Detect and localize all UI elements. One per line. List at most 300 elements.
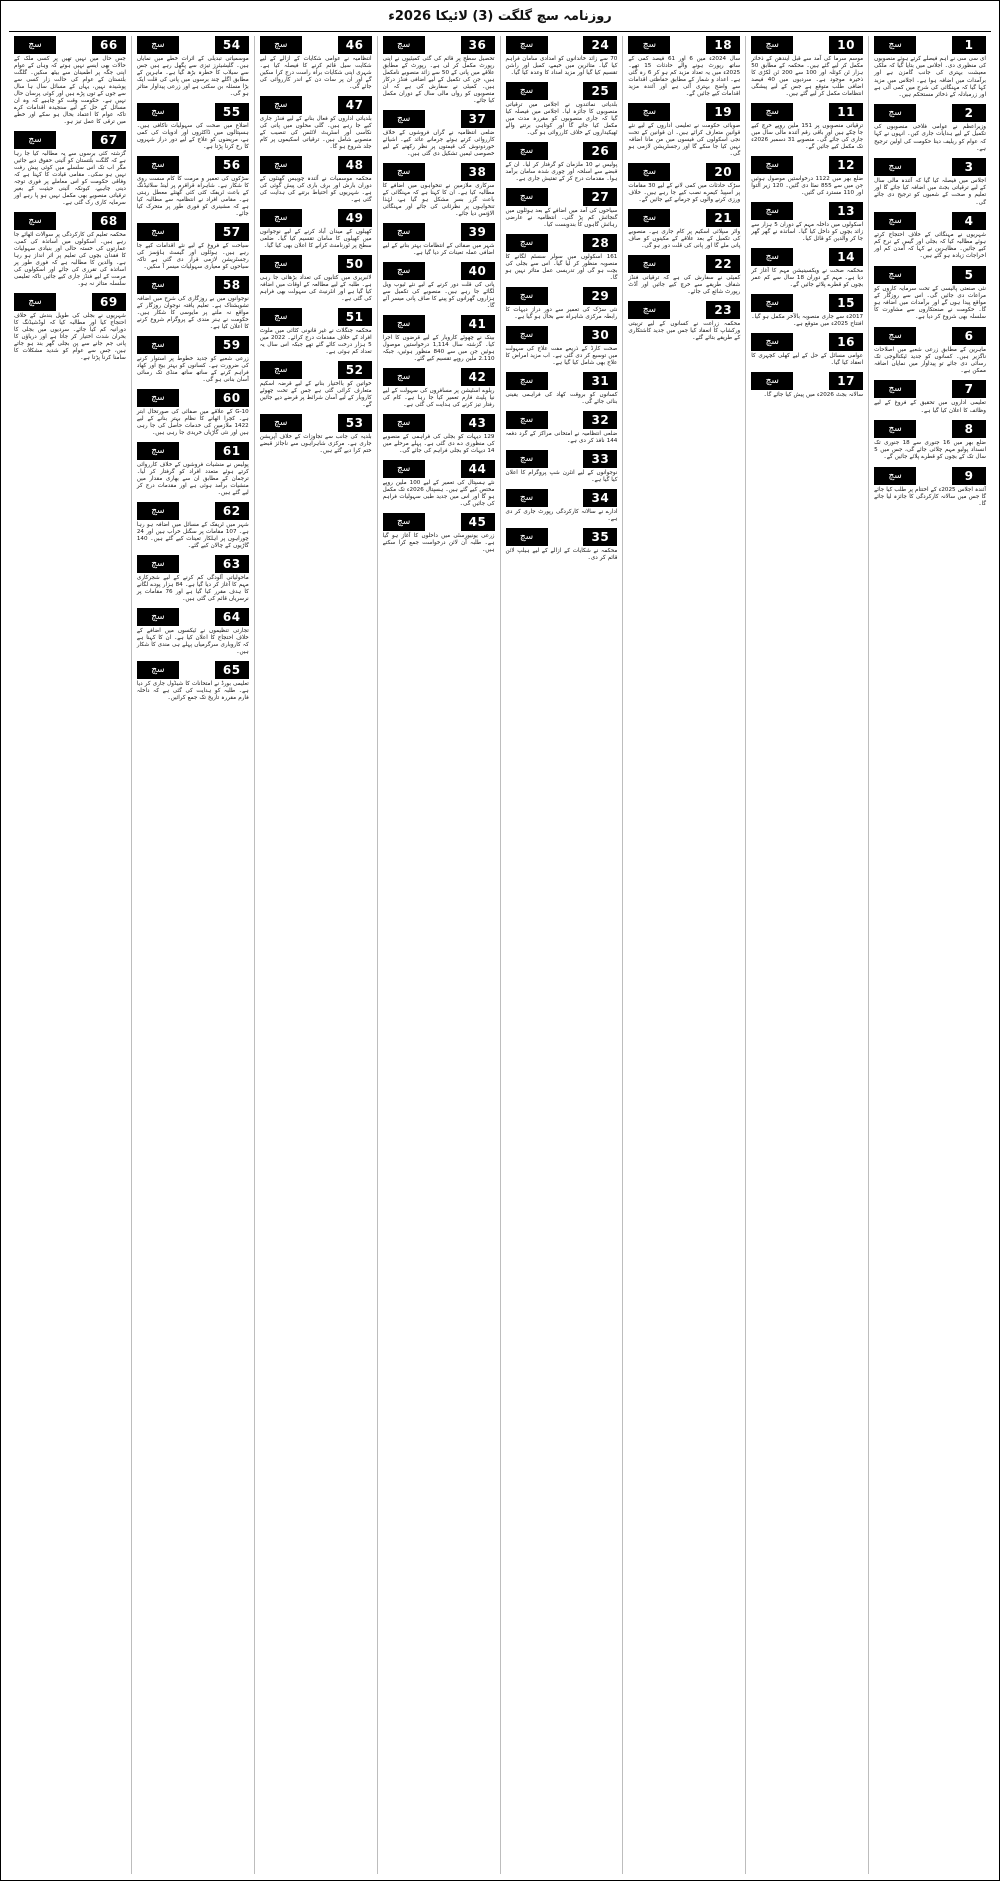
article-header bbox=[260, 361, 372, 379]
article-tag: سچ bbox=[628, 103, 670, 121]
article-tag: سچ bbox=[260, 361, 302, 379]
article-tag: سچ bbox=[506, 326, 548, 344]
article-body: 161 اسکولوں میں سولر سسٹم لگانے کا منصوبہ منظور کر لیا گیا۔ اس سے بجلی کی بچت ہو گی اور تدریسی عمل متاثر نہیں ہو گا۔ bbox=[505, 254, 618, 281]
column-4 bbox=[377, 36, 500, 1874]
article-item bbox=[383, 262, 495, 310]
article-body: عوامی مسائل کے حل کے لیے کھلی کچہری کا انعقاد کیا گیا۔ bbox=[751, 353, 864, 366]
article-tag: سچ bbox=[874, 467, 916, 485]
article-header bbox=[383, 262, 495, 280]
article-number: 56 bbox=[215, 156, 249, 174]
article-item bbox=[751, 294, 863, 328]
article-tag: سچ bbox=[137, 608, 179, 626]
article-item bbox=[260, 308, 372, 356]
article-tag: سچ bbox=[260, 209, 302, 227]
article-header bbox=[506, 234, 618, 252]
article-tag: سچ bbox=[628, 255, 670, 273]
article-item bbox=[751, 156, 863, 197]
article-body: پولیس نے منشیات فروشوں کے خلاف کارروائی کرتے ہوئے متعدد افراد کو گرفتار کر لیا۔ ترجمان کے مطابق ان سے بھاری مقدار میں منشیات برآمد ہوئی ہے اور مقدمات درج کر لیے گئے ہیں۔ bbox=[136, 462, 249, 496]
article-tag: سچ bbox=[751, 294, 793, 312]
article-number: 11 bbox=[829, 103, 863, 121]
article-body: نوجوانوں میں بے روزگاری کی شرح میں اضافہ تشویشناک ہے۔ تعلیم یافتہ نوجوان روزگار کے مواقع نہ ملنے پر مایوسی کا شکار ہیں۔ حکومت نے ہنر مندی کے پروگرام شروع کرنے کا اعلان کیا ہے۔ bbox=[136, 296, 249, 330]
article-header bbox=[506, 450, 618, 468]
article-body: صحت کارڈ کے ذریعے مفت علاج کی سہولت میں توسیع کر دی گئی ہے۔ اب مزید امراض کا علاج بھی شامل کیا گیا ہے۔ bbox=[505, 346, 618, 366]
article-number: 67 bbox=[92, 131, 126, 149]
article-tag: سچ bbox=[383, 163, 425, 181]
article-tag: سچ bbox=[137, 276, 179, 294]
article-item bbox=[506, 188, 618, 229]
article-body: سال 2024ء میں 6 اور 61 فیصد کمی کے ساتھ رپورٹ ہونے والے حادثات 15 تھے۔ 2025ء میں یہ تعداد مزید کم ہو کر 6 رہ گئی ہے۔ اعداد و شمار کے مطابق حفاظتی اقدامات سے واضح بہتری آئی ہے اور آئندہ مزید اقدامات کیے جائیں گے۔ bbox=[628, 56, 741, 97]
article-body: سالانہ بجٹ 2026ء میں پیش کیا جائے گا۔ bbox=[763, 392, 864, 398]
article-item bbox=[383, 223, 495, 257]
article-body: زرعی شعبے کو جدید خطوط پر استوار کرنے کی ضرورت ہے۔ کسانوں کو بہتر بیج اور کھاد فراہم کرنے کے ساتھ ساتھ منڈی تک رسائی آسان بنانی ہو گی۔ bbox=[136, 356, 249, 383]
article-body: تعلیمی بورڈ نے امتحانات کا شیڈول جاری کر دیا ہے۔ طلبہ کو ہدایت کی گئی ہے کہ داخلہ فارم مقررہ تاریخ تک جمع کرائیں۔ bbox=[136, 681, 249, 701]
article-tag: سچ bbox=[506, 188, 548, 206]
article-number: 42 bbox=[461, 368, 495, 386]
article-item bbox=[260, 156, 372, 204]
article-body: موسم سرما کی آمد سے قبل ایندھن کے ذخائر مکمل کر لیے گئے ہیں۔ محکمہ کے مطابق 50 ہزار ٹن کوئلہ اور 100 سے 200 ٹن لکڑی کا ذخیرہ موجود ہے۔ سردیوں میں 40 فیصد اضافی طلب متوقع ہے جس کے لیے پیشگی انتظامات مکمل کر لیے گئے ہیں۔ bbox=[751, 56, 864, 97]
article-number: 13 bbox=[829, 202, 863, 220]
article-item bbox=[506, 36, 618, 77]
article-number: 18 bbox=[706, 36, 740, 54]
article-item bbox=[751, 333, 863, 367]
article-item bbox=[383, 368, 495, 409]
column-1 bbox=[9, 36, 131, 1874]
article-number: 55 bbox=[215, 103, 249, 121]
article-body: شہریوں نے مہنگائی کے خلاف احتجاج کرتے ہوئے مطالبہ کیا کہ بجلی اور گیس کے نرخ کم کیے جائیں۔ مظاہرین نے کہا کہ آمدن کم اور اخراجات زیادہ ہو گئے ہیں۔ bbox=[874, 231, 986, 260]
article-body: ترقیاتی منصوبوں پر 151 ملین روپے خرچ کیے جا چکے ہیں اور باقی رقم آئندہ مالی سال میں جاری کی جائے گی۔ منصوبے 31 دسمبر 2026ء تک مکمل کیے جائیں گے۔ bbox=[751, 123, 864, 150]
article-number: 17 bbox=[829, 372, 863, 390]
article-header bbox=[751, 156, 863, 174]
article-tag: سچ bbox=[506, 82, 548, 100]
article-item bbox=[383, 513, 495, 554]
article-item bbox=[506, 528, 618, 562]
article-item bbox=[874, 420, 986, 462]
article-item bbox=[506, 234, 618, 282]
article-number: 12 bbox=[829, 156, 863, 174]
article-body: محکمہ موسمیات نے آئندہ چوبیس گھنٹوں کے دوران بارش اور برف باری کی پیش گوئی کی ہے۔ شہریوں کو احتیاط برتنے کی ہدایت کی گئی ہے۔ bbox=[259, 176, 372, 203]
article-item bbox=[628, 255, 740, 296]
article-tag: سچ bbox=[137, 336, 179, 354]
article-header bbox=[137, 555, 249, 573]
article-number: 16 bbox=[829, 333, 863, 351]
article-item bbox=[14, 293, 126, 362]
article-tag: سچ bbox=[383, 262, 425, 280]
article-body: محکمہ جنگلات نے غیر قانونی کٹائی میں ملوث افراد کے خلاف مقدمات درج کرائے۔ 2022 میں 5 ہزار درخت کاٹے گئے تھے جبکہ اس سال یہ تعداد کم ہوئی ہے۔ bbox=[259, 328, 372, 355]
article-tag: سچ bbox=[137, 555, 179, 573]
article-body: سڑک حادثات میں کمی لانے کے لیے 30 مقامات پر اسپیڈ کیمرے نصب کیے جا رہے ہیں۔ خلاف ورزی کرنے والوں کو جرمانے کیے جائیں گے۔ bbox=[628, 183, 741, 203]
article-tag: سچ bbox=[506, 372, 548, 390]
article-number: 60 bbox=[215, 389, 249, 407]
article-body: محکمہ زراعت نے کسانوں کے لیے تربیتی ورکشاپ کا انعقاد کیا جس میں جدید کاشتکاری کے طریقے بتائے گئے۔ bbox=[628, 321, 741, 341]
article-tag: سچ bbox=[874, 420, 916, 438]
article-header bbox=[506, 528, 618, 546]
article-number: 38 bbox=[461, 163, 495, 181]
article-item bbox=[874, 327, 986, 376]
article-item bbox=[137, 608, 249, 656]
article-header bbox=[137, 389, 249, 407]
article-tag: سچ bbox=[260, 255, 302, 273]
article-number: 33 bbox=[583, 450, 617, 468]
article-item bbox=[137, 103, 249, 151]
article-number: 64 bbox=[215, 608, 249, 626]
article-item bbox=[137, 156, 249, 218]
article-number: 3 bbox=[952, 158, 986, 176]
article-tag: سچ bbox=[874, 380, 916, 398]
article-number: 61 bbox=[215, 442, 249, 460]
article-body: 129 دیہات کو بجلی کی فراہمی کے منصوبے کی منظوری دے دی گئی ہے۔ پہلے مرحلے میں 14 دیہات کو بجلی فراہم کی جائے گی۔ bbox=[382, 434, 495, 454]
article-body: کمیٹی نے سفارش کی ہے کہ ترقیاتی فنڈز شفاف طریقے سے خرچ کیے جائیں اور آڈٹ رپورٹ شائع کی جائے۔ bbox=[628, 275, 741, 295]
column-5 bbox=[500, 36, 623, 1874]
article-number: 19 bbox=[706, 103, 740, 121]
article-tag: سچ bbox=[874, 104, 916, 122]
article-body: سیاحوں کی آمد میں اضافے کے بعد ہوٹلوں میں گنجائش کم پڑ گئی۔ انتظامیہ نے عارضی رہائش گاہوں کا بندوبست کیا۔ bbox=[505, 208, 618, 228]
article-body: ای سی سی نے اہم فیصلے کرتے ہوئے منصوبوں کی منظوری دی۔ اجلاس میں بتایا گیا کہ ملکی معیشت بہتری کی جانب گامزن ہے اور برآمدات میں اضافہ ہوا ہے۔ اجلاس میں مزید کہا گیا کہ مہنگائی کی شرح میں کمی آئی ہے اور زرمبادلہ کے ذخائر مستحکم ہیں۔ bbox=[874, 56, 986, 99]
article-tag: سچ bbox=[751, 156, 793, 174]
article-header bbox=[137, 103, 249, 121]
article-body: نئی صنعتی پالیسی کے تحت سرمایہ کاروں کو مراعات دی جائیں گی۔ اس سے روزگار کے مواقع پیدا ہوں گے اور برآمدات میں اضافہ ہو گا۔ حکومت نے صنعتکاروں سے مشاورت کا سلسلہ بھی شروع کر دیا ہے۔ bbox=[874, 285, 986, 321]
column-3 bbox=[254, 36, 377, 1874]
article-header bbox=[751, 333, 863, 351]
article-header bbox=[874, 420, 986, 438]
article-number: 29 bbox=[583, 287, 617, 305]
article-number: 5 bbox=[952, 266, 986, 284]
article-tag: سچ bbox=[751, 202, 793, 220]
article-body: 2017ء سے جاری منصوبہ بالآخر مکمل ہو گیا۔ افتتاح 2025ء میں متوقع ہے۔ bbox=[751, 314, 864, 327]
article-tag: سچ bbox=[506, 450, 548, 468]
article-header bbox=[874, 266, 986, 284]
article-item bbox=[628, 103, 740, 158]
column-2 bbox=[131, 36, 254, 1874]
article-item bbox=[874, 158, 986, 207]
article-item bbox=[383, 414, 495, 455]
article-tag: سچ bbox=[628, 36, 670, 54]
article-item bbox=[137, 502, 249, 550]
article-tag: سچ bbox=[751, 372, 793, 390]
article-header bbox=[137, 502, 249, 520]
article-item bbox=[14, 36, 126, 126]
article-number: 50 bbox=[338, 255, 372, 273]
article-tag: سچ bbox=[874, 212, 916, 230]
article-number: 10 bbox=[829, 36, 863, 54]
article-body: موسمیاتی تبدیلی کے اثرات خطے میں نمایاں ہیں۔ گلیشیئرز تیزی سے پگھل رہے ہیں جس سے سیلاب کا خطرہ بڑھ گیا ہے۔ ماہرین کے مطابق اگلے چند برسوں میں پانی کی قلت ایک بڑا مسئلہ بن سکتی ہے اور زرعی پیداوار متاثر ہو گی۔ bbox=[136, 56, 249, 97]
article-header bbox=[751, 202, 863, 220]
article-number: 47 bbox=[338, 96, 372, 114]
article-number: 30 bbox=[583, 326, 617, 344]
article-body: محکمہ صحت نے ویکسینیشن مہم کا آغاز کر دیا ہے۔ مہم کے دوران 18 سال سے کم عمر بچوں کو قطرے پلائے جائیں گے۔ bbox=[751, 268, 864, 288]
article-header bbox=[260, 96, 372, 114]
article-header bbox=[260, 414, 372, 432]
article-number: 63 bbox=[215, 555, 249, 573]
article-body: اسکولوں میں داخلہ مہم کے دوران 5 ہزار سے زائد بچوں کو داخل کیا گیا۔ اساتذہ نے گھر گھر جا کر والدین کو قائل کیا۔ bbox=[751, 222, 864, 242]
article-number: 8 bbox=[952, 420, 986, 438]
article-body: سرکاری ملازمین نے تنخواہوں میں اضافے کا مطالبہ کیا ہے۔ ان کا کہنا ہے کہ مہنگائی کے باعث گزر بسر مشکل ہو گیا ہے، لہٰذا تنخواہوں پر نظرثانی کی جائے اور مہنگائی الاؤنس دیا جائے۔ bbox=[382, 183, 495, 217]
article-header bbox=[137, 608, 249, 626]
article-tag: سچ bbox=[383, 36, 425, 54]
article-header bbox=[14, 293, 126, 311]
article-tag: سچ bbox=[383, 414, 425, 432]
article-number: 53 bbox=[338, 414, 372, 432]
article-tag: سچ bbox=[751, 36, 793, 54]
article-item bbox=[383, 460, 495, 508]
article-body: بلدیاتی نمائندوں نے اجلاس میں ترقیاتی منصوبوں کا جائزہ لیا۔ اجلاس میں فیصلہ کیا گیا کہ جاری منصوبوں کو مقررہ مدت میں مکمل کیا جائے گا اور کوتاہی برتنے والے ٹھیکیداروں کے خلاف کارروائی ہو گی۔ bbox=[505, 102, 618, 136]
article-body: ضلعی انتظامیہ نے امتحانی مراکز کے گرد دفعہ 144 نافذ کر دی ہے۔ bbox=[505, 431, 618, 444]
article-body: بینک نے چھوٹے کاروبار کے لیے قرضوں کا اجرا کیا۔ گزشتہ سال 1,114 درخواستیں موصول ہوئیں جن میں سے 840 منظور ہوئیں، جبکہ 2.110 ملین روپے تقسیم کیے گئے۔ bbox=[382, 335, 495, 362]
article-number: 36 bbox=[461, 36, 495, 54]
article-body: جس حال میں نہیں تھیں پر کسی ملک کے حالات بھی ایسے نہیں ہوتے کہ وہاں کے عوام اپنی جگہ پر اطمینان سے بیٹھ سکیں۔ گلگت بلتستان کے عوام کی حالت زار کسی سے پوشیدہ نہیں، یہاں کے مسائل سال ہا سال سے جوں کے توں پڑے ہیں اور کوئی پرسان حال نہیں ہے۔ حکومت وقت کو چاہیے کہ وہ ان مسائل کے حل کے لیے سنجیدہ اقدامات کرے تاکہ عوام کا اعتماد بحال ہو سکے اور خطے میں ترقی کا عمل تیز ہو۔ bbox=[14, 56, 126, 125]
article-header bbox=[506, 82, 618, 100]
article-item bbox=[260, 255, 372, 303]
article-header bbox=[506, 287, 618, 305]
article-body: تحصیل سطح پر قائم کی گئی کمیٹیوں نے اپنی رپورٹ مکمل کر لی ہے۔ رپورٹ کے مطابق علاقے میں پانی کے 50 سے زائد منصوبے نامکمل ہیں، جن کی تکمیل کے لیے اضافی فنڈز درکار ہیں۔ کمیٹی نے سفارش کی ہے کہ ان منصوبوں کو رواں مالی سال کے دوران مکمل کیا جائے۔ bbox=[382, 56, 495, 104]
article-number: 62 bbox=[215, 502, 249, 520]
article-body: زرعی یونیورسٹی میں داخلوں کا آغاز ہو گیا ہے۔ طلبہ آن لائن درخواست جمع کرا سکتے ہیں۔ bbox=[382, 533, 495, 553]
article-number: 1 bbox=[952, 36, 986, 54]
article-number: 46 bbox=[338, 36, 372, 54]
article-header bbox=[506, 372, 618, 390]
article-header bbox=[506, 489, 618, 507]
article-header bbox=[383, 414, 495, 432]
article-number: 21 bbox=[706, 209, 740, 227]
article-tag: سچ bbox=[506, 411, 548, 429]
article-header bbox=[137, 661, 249, 679]
article-tag: سچ bbox=[383, 315, 425, 333]
article-tag: سچ bbox=[751, 248, 793, 266]
article-body: وزیراعظم نے عوامی فلاحی منصوبوں کی تکمیل کے لیے ہدایات جاری کیں۔ انہوں نے کہا کہ عوام کو ریلیف دینا حکومت کی اولین ترجیح ہے۔ bbox=[874, 124, 986, 152]
article-item bbox=[874, 36, 986, 99]
article-header bbox=[137, 36, 249, 54]
article-header bbox=[628, 301, 740, 319]
article-tag: سچ bbox=[260, 308, 302, 326]
article-number: 39 bbox=[461, 223, 495, 241]
article-header bbox=[874, 467, 986, 485]
columns-container bbox=[9, 36, 991, 1874]
article-header bbox=[628, 36, 740, 54]
article-tag: سچ bbox=[14, 36, 56, 54]
article-number: 7 bbox=[952, 380, 986, 398]
article-header bbox=[506, 411, 618, 429]
article-tag: سچ bbox=[137, 156, 179, 174]
article-tag: سچ bbox=[137, 389, 179, 407]
article-header bbox=[751, 248, 863, 266]
masthead-title: روزنامہ سچ گلگت (3) لائیکا 2026ء bbox=[388, 9, 612, 24]
article-header bbox=[751, 294, 863, 312]
article-header bbox=[14, 36, 126, 54]
article-tag: سچ bbox=[260, 414, 302, 432]
article-body: سڑکوں کی تعمیر و مرمت کا کام سست روی کا شکار ہے۔ شاہراہ قراقرم پر لینڈ سلائیڈنگ کے باعث ٹریفک کئی کئی گھنٹے معطل رہتی ہے۔ مقامی افراد نے انتظامیہ سے مطالبہ کیا ہے کہ مشینری کو فوری طور پر متحرک کیا جائے۔ bbox=[136, 176, 249, 217]
article-header bbox=[137, 336, 249, 354]
article-body: اجلاس میں فیصلہ کیا گیا کہ آئندہ مالی سال کے لیے ترقیاتی بجٹ میں اضافہ کیا جائے گا اور تعلیم و صحت کے شعبوں کو ترجیح دی جائے گی۔ bbox=[874, 178, 986, 206]
article-tag: سچ bbox=[874, 158, 916, 176]
article-header bbox=[260, 209, 372, 227]
article-header bbox=[874, 104, 986, 122]
article-body: تعلیمی اداروں میں تحقیق کے فروغ کے لیے وظائف کا اعلان کیا گیا ہے۔ bbox=[874, 400, 986, 414]
article-item bbox=[751, 372, 863, 399]
article-header bbox=[14, 131, 126, 149]
article-number: 28 bbox=[583, 234, 617, 252]
article-tag: سچ bbox=[506, 287, 548, 305]
article-number: 68 bbox=[92, 212, 126, 230]
article-tag: سچ bbox=[260, 156, 302, 174]
article-body: اضلاع میں صحت کی سہولیات ناکافی ہیں۔ ہسپتالوں میں ڈاکٹروں اور ادویات کی کمی ہے، مریضوں کو علاج کے لیے دور دراز شہروں کا رخ کرنا پڑتا ہے۔ bbox=[136, 123, 249, 150]
article-tag: سچ bbox=[628, 301, 670, 319]
article-item bbox=[751, 248, 863, 289]
article-item bbox=[506, 411, 618, 445]
article-tag: سچ bbox=[383, 460, 425, 478]
article-header bbox=[137, 442, 249, 460]
article-item bbox=[260, 209, 372, 250]
article-body: پانی کی قلت دور کرنے کے لیے نئے ٹیوب ویل لگائے جا رہے ہیں۔ منصوبے کی تکمیل سے ہزاروں گھرانوں کو پینے کا صاف پانی میسر آئے گا۔ bbox=[382, 282, 495, 309]
article-item bbox=[506, 287, 618, 321]
article-body: شہریوں نے بجلی کی طویل بندش کے خلاف احتجاج کیا اور مطالبہ کیا کہ لوڈشیڈنگ کا دورانیہ کم کیا جائے۔ سردیوں میں بجلی کا بحران شدت اختیار کر جاتا ہے اور دریاؤں کا پانی جم جانے سے پن بجلی گھر بند ہو جاتے ہیں، جس سے عوام کو شدید مشکلات کا سامنا کرنا پڑتا ہے۔ bbox=[14, 313, 126, 361]
article-header bbox=[751, 36, 863, 54]
article-item bbox=[137, 661, 249, 702]
article-item bbox=[874, 104, 986, 153]
article-header bbox=[751, 103, 863, 121]
column-8 bbox=[868, 36, 991, 1874]
article-number: 34 bbox=[583, 489, 617, 507]
article-item bbox=[628, 301, 740, 342]
article-body: 70 سے زائد خاندانوں کو امدادی سامان فراہم کیا گیا۔ متاثرین میں خیمے، کمبل اور راشن تقسیم کیا گیا اور مزید امداد کا وعدہ کیا گیا۔ bbox=[505, 56, 618, 76]
article-body: ماحولیاتی آلودگی کم کرنے کے لیے شجرکاری مہم کا آغاز کر دیا گیا ہے۔ 84 ہزار پودے لگانے کا ہدف مقرر کیا گیا ہے اور 76 مقامات پر نرسریاں قائم کی گئی ہیں۔ bbox=[136, 575, 249, 602]
article-tag: سچ bbox=[506, 234, 548, 252]
article-number: 57 bbox=[215, 223, 249, 241]
article-number: 51 bbox=[338, 308, 372, 326]
article-header bbox=[506, 36, 618, 54]
article-body: واٹر سپلائی اسکیم پر کام جاری ہے۔ منصوبے کی تکمیل کے بعد علاقے کے مکینوں کو صاف پانی ملے گا اور پانی کی قلت دور ہو گی۔ bbox=[628, 229, 741, 249]
article-item bbox=[383, 110, 495, 158]
article-number: 32 bbox=[583, 411, 617, 429]
article-header bbox=[874, 158, 986, 176]
article-header bbox=[874, 36, 986, 54]
article-item bbox=[260, 96, 372, 151]
article-number: 2 bbox=[952, 104, 986, 122]
article-number: 27 bbox=[583, 188, 617, 206]
article-header bbox=[137, 276, 249, 294]
article-tag: سچ bbox=[14, 131, 56, 149]
article-tag: سچ bbox=[506, 489, 548, 507]
article-tag: سچ bbox=[506, 528, 548, 546]
article-item bbox=[137, 223, 249, 271]
article-item bbox=[751, 103, 863, 151]
article-number: 4 bbox=[952, 212, 986, 230]
article-number: 52 bbox=[338, 361, 372, 379]
article-tag: سچ bbox=[137, 442, 179, 460]
article-item bbox=[260, 36, 372, 91]
article-tag: سچ bbox=[874, 36, 916, 54]
article-tag: سچ bbox=[874, 266, 916, 284]
article-body: بلدیاتی اداروں کو فعال بنانے کے لیے فنڈز جاری کیے جا رہے ہیں۔ گلی محلوں میں پانی کی نکاسی اور اسٹریٹ لائٹس کی تنصیب کے منصوبے شامل ہیں۔ ترقیاتی اسکیموں پر کام جلد شروع ہو گا۔ bbox=[259, 116, 372, 150]
article-header bbox=[628, 209, 740, 227]
article-number: 15 bbox=[829, 294, 863, 312]
article-number: 58 bbox=[215, 276, 249, 294]
article-body: آئندہ اجلاس 2025ء کے اختتام پر طلب کیا جائے گا جس میں سالانہ کارکردگی کا جائزہ لیا جائے گا۔ bbox=[874, 486, 986, 507]
masthead-divider bbox=[9, 31, 991, 32]
article-tag: سچ bbox=[260, 96, 302, 114]
article-tag: سچ bbox=[751, 333, 793, 351]
article-number: 59 bbox=[215, 336, 249, 354]
article-header bbox=[260, 36, 372, 54]
article-header bbox=[506, 142, 618, 160]
article-number: 25 bbox=[583, 82, 617, 100]
article-number: 23 bbox=[706, 301, 740, 319]
article-number: 65 bbox=[215, 661, 249, 679]
article-body: ماہرین کے مطابق زرعی شعبے میں اصلاحات ناگزیر ہیں۔ کسانوں کو جدید ٹیکنالوجی تک رسائی دی جائے تو پیداوار میں نمایاں اضافہ ممکن ہے۔ bbox=[874, 346, 986, 375]
article-number: 41 bbox=[461, 315, 495, 333]
article-item bbox=[137, 36, 249, 98]
article-item bbox=[260, 361, 372, 409]
article-tag: سچ bbox=[874, 327, 916, 345]
article-tag: سچ bbox=[14, 293, 56, 311]
article-number: 9 bbox=[952, 467, 986, 485]
article-body: صوبائی حکومت نے تعلیمی اداروں کے لیے نئے قوانین متعارف کرائے ہیں۔ ان قوانین کے تحت نجی اسکولوں کی فیسوں میں من مانا اضافہ نہیں کیا جا سکے گا اور رجسٹریشن لازمی ہو گی۔ bbox=[628, 123, 741, 157]
article-item bbox=[628, 36, 740, 98]
article-item bbox=[506, 489, 618, 523]
article-tag: سچ bbox=[506, 36, 548, 54]
article-item bbox=[137, 389, 249, 437]
article-header bbox=[383, 110, 495, 128]
article-header bbox=[14, 212, 126, 230]
article-number: 54 bbox=[215, 36, 249, 54]
article-item bbox=[137, 276, 249, 331]
article-item bbox=[751, 36, 863, 98]
article-header bbox=[260, 308, 372, 326]
article-body: کھیلوں کے میدان آباد کرنے کے لیے نوجوانوں میں کھیلوں کا سامان تقسیم کیا گیا۔ ضلعی سطح پر ٹورنامنٹ کرانے کا اعلان بھی کیا گیا۔ bbox=[259, 229, 372, 249]
article-header bbox=[137, 223, 249, 241]
article-number: 31 bbox=[583, 372, 617, 390]
article-header bbox=[383, 513, 495, 531]
article-tag: سچ bbox=[383, 110, 425, 128]
article-body: نوجوانوں کے لیے انٹرن شپ پروگرام کا اعلان کیا گیا ہے۔ bbox=[505, 470, 618, 483]
article-number: 66 bbox=[92, 36, 126, 54]
article-body: کسانوں کو بروقت کھاد کی فراہمی یقینی بنائی جائے گی۔ bbox=[505, 392, 618, 405]
article-header bbox=[506, 188, 618, 206]
article-item bbox=[14, 212, 126, 288]
article-number: 22 bbox=[706, 255, 740, 273]
article-header bbox=[260, 255, 372, 273]
article-header bbox=[628, 163, 740, 181]
article-item bbox=[137, 442, 249, 497]
article-tag: سچ bbox=[506, 142, 548, 160]
article-item bbox=[874, 467, 986, 509]
article-body: تجارتی تنظیموں نے ٹیکسوں میں اضافے کے خلاف احتجاج کا اعلان کیا ہے۔ ان کا کہنا ہے کہ کاروباری سرگرمیاں پہلے ہی مندی کا شکار ہیں۔ bbox=[136, 628, 249, 655]
article-tag: سچ bbox=[137, 502, 179, 520]
article-tag: سچ bbox=[383, 223, 425, 241]
article-item bbox=[506, 450, 618, 484]
article-number: 6 bbox=[952, 327, 986, 345]
article-body: ضلع بھر میں 1122 درخواستیں موصول ہوئیں جن میں سے 855 نمٹا دی گئیں۔ 120 زیر التوا اور 110 مسترد کی گئیں۔ bbox=[751, 176, 864, 196]
article-item bbox=[506, 82, 618, 137]
article-body: ضلع بھر میں 16 جنوری سے 18 جنوری تک انسداد پولیو مہم چلائی جائے گی، جس میں 5 سال تک کے بچوں کو قطرے پلائے جائیں گے۔ bbox=[874, 439, 986, 461]
article-header bbox=[383, 36, 495, 54]
article-body: انتظامیہ نے عوامی شکایات کے ازالے کے لیے شکایت سیل قائم کرنے کا فیصلہ کیا ہے۔ شہری اپنی شکایات براہ راست درج کرا سکیں گے اور ان پر سات دن کے اندر کارروائی کی جائے گی۔ bbox=[259, 56, 372, 90]
article-number: 45 bbox=[461, 513, 495, 531]
article-header bbox=[137, 156, 249, 174]
article-header bbox=[874, 212, 986, 230]
article-body: ریلوے اسٹیشن پر مسافروں کی سہولت کے لیے نیا پلیٹ فارم تعمیر کیا جا رہا ہے۔ کام کی رفتار تیز کرنے کی ہدایت کی گئی ہے۔ bbox=[382, 388, 495, 408]
article-body: لائبریری میں کتابوں کی تعداد بڑھائی جا رہی ہے۔ طلبہ کے لیے مطالعہ کے اوقات میں اضافہ کیا گیا ہے اور انٹرنیٹ کی سہولت بھی فراہم کی گئی ہے۔ bbox=[259, 275, 372, 302]
article-item bbox=[137, 336, 249, 384]
article-item bbox=[874, 266, 986, 322]
article-number: 20 bbox=[706, 163, 740, 181]
article-tag: سچ bbox=[137, 36, 179, 54]
article-item bbox=[628, 209, 740, 250]
article-body: ضلعی انتظامیہ نے گراں فروشوں کے خلاف کارروائی کرتے ہوئے جرمانے عائد کیے۔ اشیائے خوردونوش کی قیمتوں پر نظر رکھنے کے لیے خصوصی ٹیمیں تشکیل دی گئی ہیں۔ bbox=[382, 130, 495, 157]
article-body: شہر میں صفائی کے انتظامات بہتر بنانے کے لیے اضافی عملہ تعینات کر دیا گیا ہے۔ bbox=[382, 243, 495, 256]
article-header bbox=[383, 315, 495, 333]
column-7 bbox=[745, 36, 868, 1874]
article-item bbox=[260, 414, 372, 455]
article-header bbox=[874, 327, 986, 345]
